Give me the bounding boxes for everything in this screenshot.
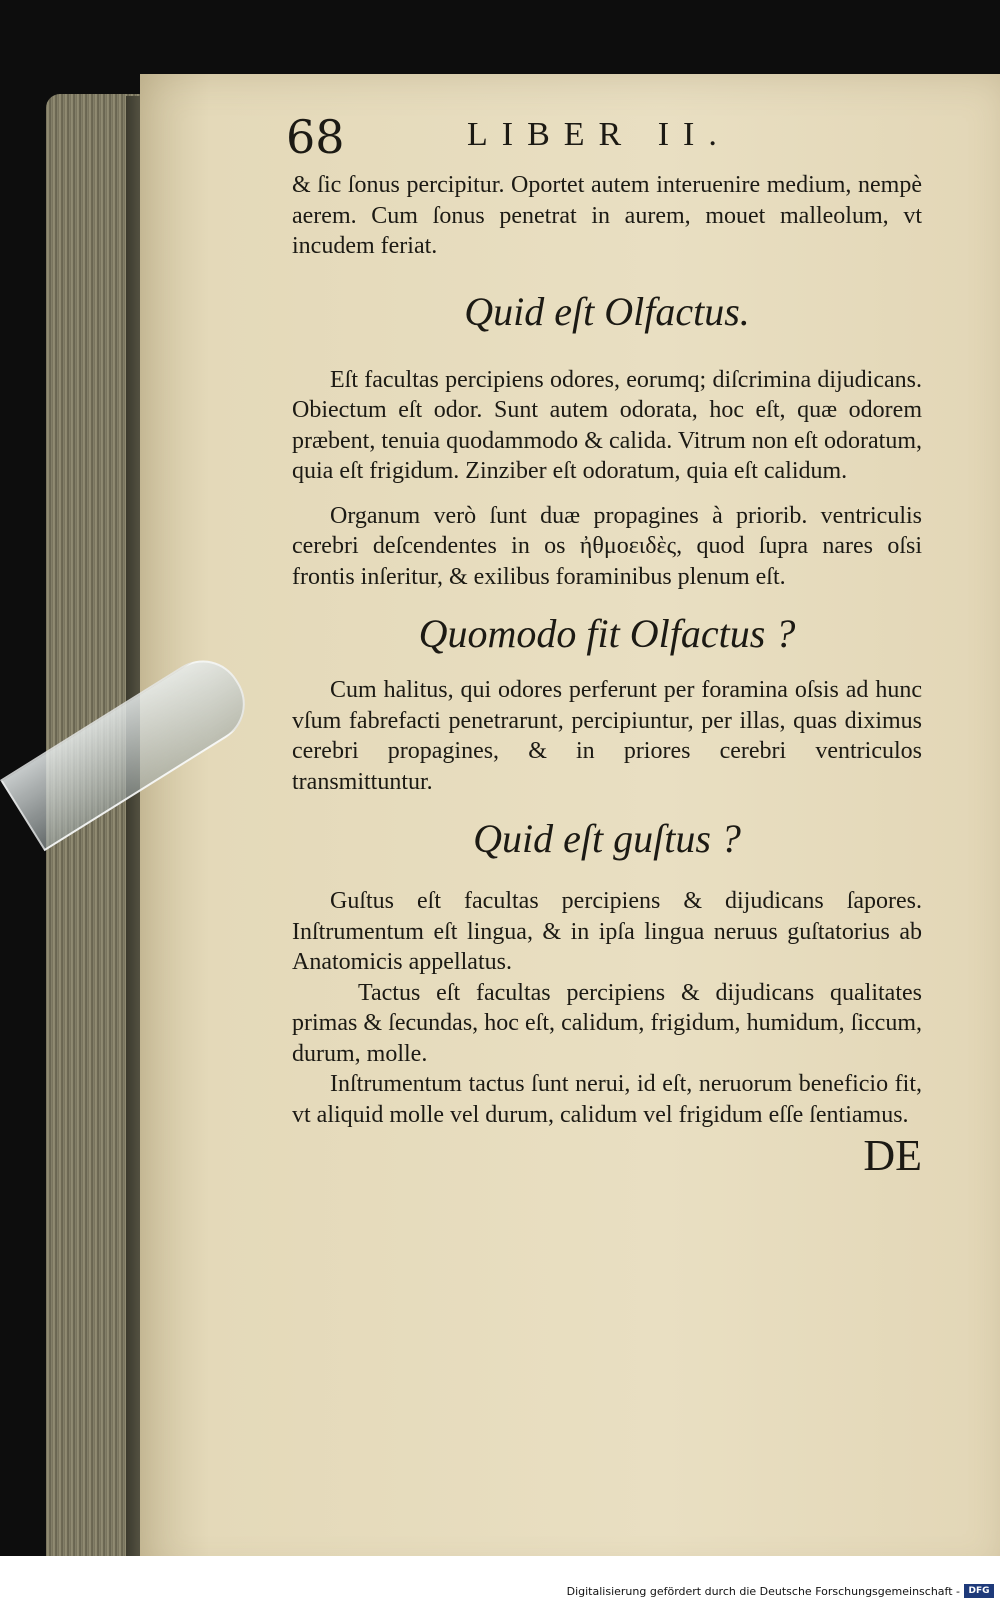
page-number: 68 — [286, 110, 345, 164]
paragraph-halitus: Cum halitus, qui odores perferunt per foramina oſsis ad hunc vſum fabrefacti penetrarunt, percipiuntur, per illas, quas diximus cerebri propagines, & in priores cerebri ventriculos transmittuntur. — [292, 677, 922, 795]
paragraph-gustus: Guſtus eſt facultas percipiens & dijudicans ſapores. Inſtrumentum eſt lingua, & in ipſa lingua neruus guſtatorius ab Anatomicis appellatus. — [292, 888, 922, 975]
paragraph-instrumentum-tactus: Inſtrumentum tactus ſunt nerui, id eſt, neruorum beneficio fit, vt aliquid molle vel durum, calidum vel frigidum eſſe ſentiamus. — [292, 1071, 922, 1128]
heading-quid-est-gustus: Quid eſt guſtus ? — [473, 816, 741, 861]
page-content — [286, 110, 922, 1190]
paragraph-tactus: Tactus eſt facultas percipiens & dijudicans qualitates primas & ſecundas, hoc eſt, calidum, frigidum, humidum, ſiccum, durum, molle. — [292, 979, 922, 1067]
paragraph-sonus: & ſic ſonus percipitur. Oportet autem interuenire medium, nempè aerem. Cum ſonus penetrat in aurem, mouet malleolum, vt incudem feriat. — [292, 172, 922, 259]
running-head-title: LIBER II. — [467, 116, 731, 153]
digitization-footer — [0, 1556, 1000, 1610]
paragraph-olfactus-definition: Eſt facultas percipiens odores, eorumq; diſcrimina dijudicans. Obiectum eſt odor. Sunt autem odorata, hoc eſt, quæ odorem præbent, tenuia quodammodo & calida. Vitrum non eſt odoratum, quia eſt frigidum. Zinziber eſt odoratum, quia eſt calidum. — [292, 366, 922, 484]
catchword-row — [292, 1130, 922, 1190]
heading-quomodo-fit-olfactus: Quomodo fit Olfactus ? — [418, 611, 796, 656]
footer-credit: Digitalisierung gefördert durch die Deutsche Forschungsgemeinschaft - — [566, 1585, 960, 1598]
running-head — [286, 110, 922, 170]
catchword: DE — [863, 1131, 922, 1180]
paragraph-organum: Organum verò ſunt duæ propagines à priorib. ventriculis cerebri deſcendentes in os ἠθμοειδὲς, quod ſupra nares oſsi frontis inſeritur, & exilibus foraminibus plenum eſt. — [292, 502, 922, 590]
heading-quid-est-olfactus: Quid eſt Olfactus. — [464, 288, 750, 334]
dfg-logo: DFG — [964, 1584, 994, 1598]
